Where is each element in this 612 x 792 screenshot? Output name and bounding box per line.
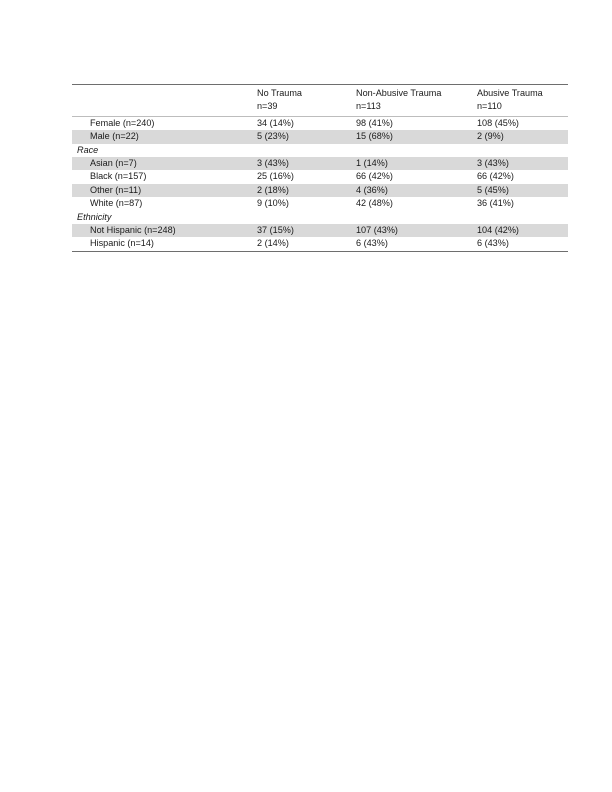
header-non-abusive-trauma (356, 85, 477, 117)
table-cell: 6 (43%) (356, 237, 477, 251)
table-cell: 36 (41%) (477, 198, 514, 209)
table-row (72, 116, 568, 130)
header-group-n: n=39 (257, 101, 278, 112)
section-label: Ethnicity (77, 211, 112, 222)
table-row (72, 130, 568, 143)
table-cell: 66 (42%) (356, 171, 393, 182)
table-row (72, 237, 568, 251)
table-cell: 107 (43%) (356, 224, 477, 237)
header-group-n: n=110 (477, 101, 502, 112)
table-cell: 2 (9%) (477, 130, 568, 143)
table-row (72, 170, 568, 183)
table-cell: 3 (43%) (257, 157, 356, 170)
table-header (72, 85, 568, 117)
section-row (72, 211, 568, 224)
table-cell: 37 (15%) (257, 224, 356, 237)
header-group-name: Non-Abusive Trauma (356, 88, 442, 98)
table-row (72, 197, 568, 210)
table-cell: 9 (10%) (257, 198, 289, 209)
row-label: Asian (n=7) (72, 157, 257, 170)
table-cell: 42 (48%) (356, 198, 393, 209)
section-label: Race (77, 144, 99, 155)
row-label: White (n=87) (90, 198, 143, 209)
table-cell: 66 (42%) (477, 171, 514, 182)
table-row (72, 224, 568, 237)
header-abusive-trauma (477, 85, 568, 117)
row-label: Female (n=240) (90, 117, 155, 128)
table-cell: 4 (36%) (356, 184, 477, 197)
table-cell: 2 (18%) (257, 184, 356, 197)
table-cell: 104 (42%) (477, 224, 568, 237)
header-no-trauma (257, 85, 356, 117)
demographics-table (72, 84, 568, 252)
table-cell: 5 (45%) (477, 184, 568, 197)
row-label: Not Hispanic (n=248) (72, 224, 257, 237)
table-cell: 6 (43%) (477, 237, 568, 251)
table-cell: 98 (41%) (356, 117, 393, 128)
table-cell: 5 (23%) (257, 130, 356, 143)
table-cell: 1 (14%) (356, 157, 477, 170)
table-cell: 34 (14%) (257, 117, 294, 128)
row-label: Hispanic (n=14) (72, 237, 257, 251)
header-group-n: n=113 (356, 101, 381, 112)
row-label: Black (n=157) (90, 171, 147, 182)
table-cell: 3 (43%) (477, 157, 568, 170)
table-cell: 25 (16%) (257, 171, 294, 182)
header-group-name: Abusive Trauma (477, 88, 543, 98)
table-row (72, 184, 568, 197)
header-group-name: No Trauma (257, 88, 302, 98)
row-label: Other (n=11) (72, 184, 257, 197)
section-row (72, 144, 568, 157)
header-empty-cell (72, 85, 257, 117)
table-cell: 15 (68%) (356, 130, 477, 143)
table-cell: 108 (45%) (477, 117, 519, 128)
table-row (72, 157, 568, 170)
row-label: Male (n=22) (72, 130, 257, 143)
header-row (72, 85, 568, 117)
table-cell: 2 (14%) (257, 237, 356, 251)
table-body (72, 116, 568, 251)
